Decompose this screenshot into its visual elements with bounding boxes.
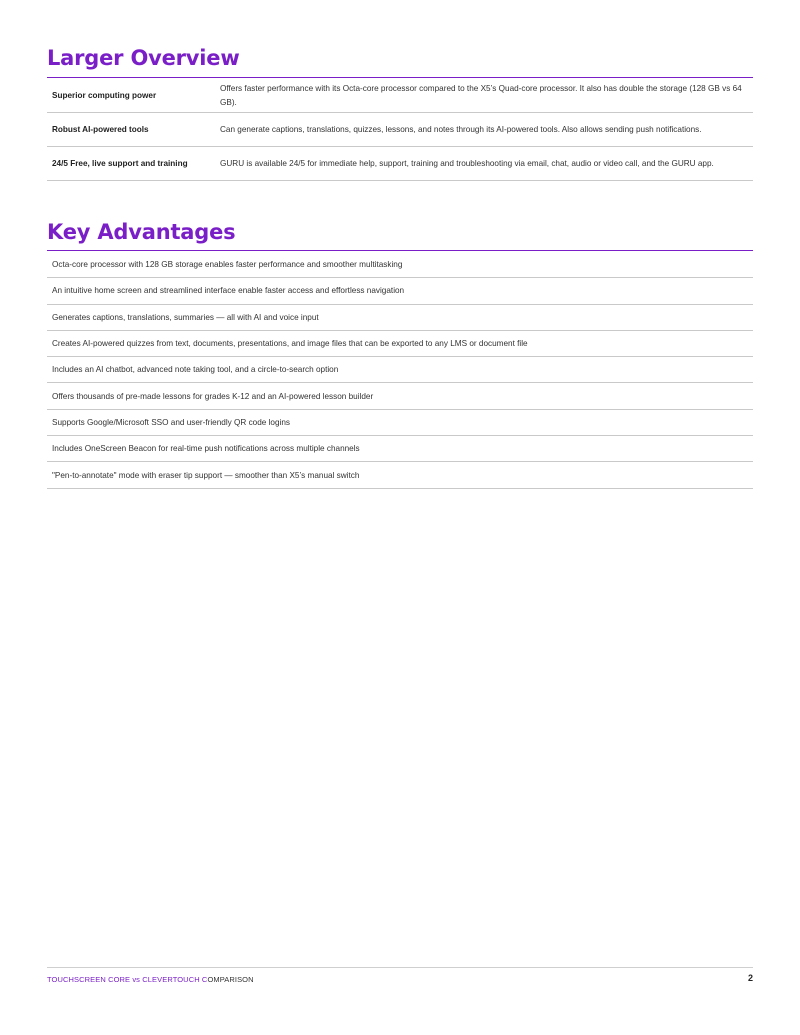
overview-row-description: Can generate captions, translations, quizzes, lessons, and notes through its AI-powered tools. Also allows sending push notifications. <box>220 124 702 134</box>
list-item: Supports Google/Microsoft SSO and user-friendly QR code logins <box>47 410 753 436</box>
overview-row-label: Robust AI-powered tools <box>52 125 149 134</box>
footer-title-brand-a: TOUCHSCREEN CORE <box>47 975 131 984</box>
list-item: Includes OneScreen Beacon for real-time push notifications across multiple channels <box>47 436 753 462</box>
list-item: Octa-core processor with 128 GB storage enables faster performance and smoother multitasking <box>47 252 753 278</box>
table-row <box>47 113 753 147</box>
overview-table <box>47 79 753 181</box>
footer-document-title <box>47 975 254 984</box>
footer-divider <box>47 967 753 968</box>
list-item: Offers thousands of pre-made lessons for grades K-12 and an AI-powered lesson builder <box>47 383 753 409</box>
page-number: 2 <box>747 973 753 983</box>
overview-row-label: Superior computing power <box>52 91 157 100</box>
list-item: "Pen-to-annotate" mode with eraser tip support — smoother than X5’s manual switch <box>47 462 753 488</box>
list-item: Creates AI-powered quizzes from text, documents, presentations, and image files that can be exported to any LMS or document file <box>47 331 753 357</box>
footer-title-vs: vs <box>130 975 143 984</box>
advantages-title: Key Advantages <box>47 220 236 244</box>
overview-row-description: GURU is available 24/5 for immediate help, support, training and troubleshooting via email, chat, audio or video call, and the GURU app. <box>220 158 714 168</box>
advantages-title-rule <box>47 250 753 251</box>
table-row <box>47 79 753 113</box>
list-item: Generates captions, translations, summaries — all with AI and voice input <box>47 305 753 331</box>
footer-title-comparison: OMPARISON <box>207 975 254 984</box>
table-row <box>47 147 753 181</box>
list-item: Includes an AI chatbot, advanced note taking tool, and a circle-to-search option <box>47 357 753 383</box>
footer-title-c: C <box>199 975 208 984</box>
overview-title: Larger Overview <box>47 46 240 70</box>
overview-row-label: 24/5 Free, live support and training <box>52 159 188 168</box>
list-item: An intuitive home screen and streamlined interface enable faster access and effortless navigation <box>47 278 753 304</box>
footer-title-brand-b: CLEVERTOUCH <box>142 975 200 984</box>
overview-title-rule <box>47 77 753 78</box>
overview-row-description: Offers faster performance with its Octa-core processor compared to the X5’s Quad-core processor. It also has double the storage (128 GB vs 64 GB). <box>220 84 742 107</box>
advantages-list <box>47 252 753 489</box>
